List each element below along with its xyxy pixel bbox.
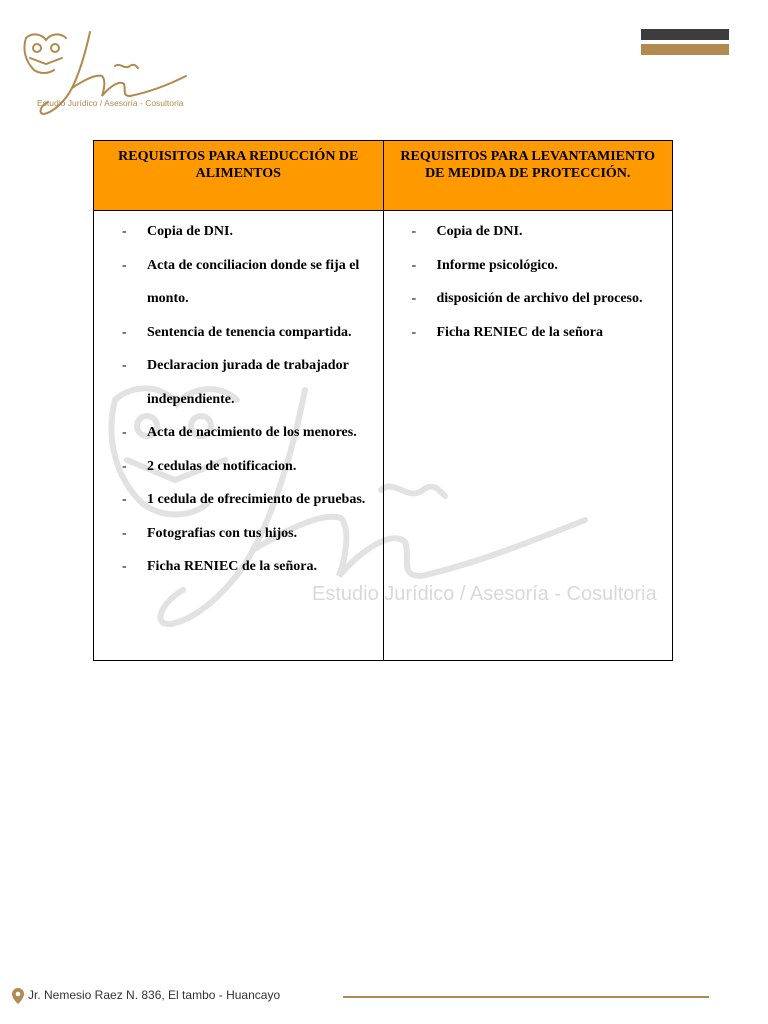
footer-address: Jr. Nemesio Raez N. 836, El tambo - Huancayo [28, 988, 281, 1002]
list-item: - Copia de DNI. [122, 215, 375, 249]
list-item: - Ficha RENIEC de la señora [412, 316, 665, 350]
list-item: - Declaracion jurada de trabajador independiente. [122, 349, 375, 416]
requirements-list-reduccion [122, 215, 375, 584]
column-header-levantamiento: REQUISITOS PARA LEVANTAMIENTO DE MEDIDA DE PROTECCIÓN. [383, 141, 673, 211]
requirements-table [93, 140, 673, 661]
table-body-row [94, 211, 673, 661]
list-item: - Fotografias con tus hijos. [122, 517, 375, 551]
table-header-row [94, 141, 673, 211]
column-cell-reduccion [94, 211, 384, 661]
list-item: - 2 cedulas de notificacion. [122, 450, 375, 484]
location-pin-icon [12, 988, 24, 1004]
list-item: - Acta de conciliacion donde se fija el monto. [122, 249, 375, 316]
watermark-caption: Estudio Jurídico / Asesoría - Cosultoria [312, 583, 657, 605]
list-item: - disposición de archivo del proceso. [412, 282, 665, 316]
requirements-list-levantamiento [412, 215, 665, 349]
list-item: - Acta de nacimiento de los menores. [122, 416, 375, 450]
list-item: - Copia de DNI. [412, 215, 665, 249]
list-item: - Informe psicológico. [412, 249, 665, 283]
footer-divider [343, 996, 709, 998]
logo-caption: Estudio Jurídico / Asesoría - Cosultoria [37, 98, 184, 108]
column-cell-levantamiento [383, 211, 673, 661]
header-bar-dark [641, 29, 729, 40]
list-item: - 1 cedula de ofrecimiento de pruebas. [122, 483, 375, 517]
list-item: - Ficha RENIEC de la señora. [122, 550, 375, 584]
brand-logo [20, 26, 195, 121]
header-bar-gold [641, 44, 729, 55]
column-header-reduccion: REQUISITOS PARA REDUCCIÓN DE ALIMENTOS [94, 141, 384, 211]
list-item: - Sentencia de tenencia compartida. [122, 316, 375, 350]
